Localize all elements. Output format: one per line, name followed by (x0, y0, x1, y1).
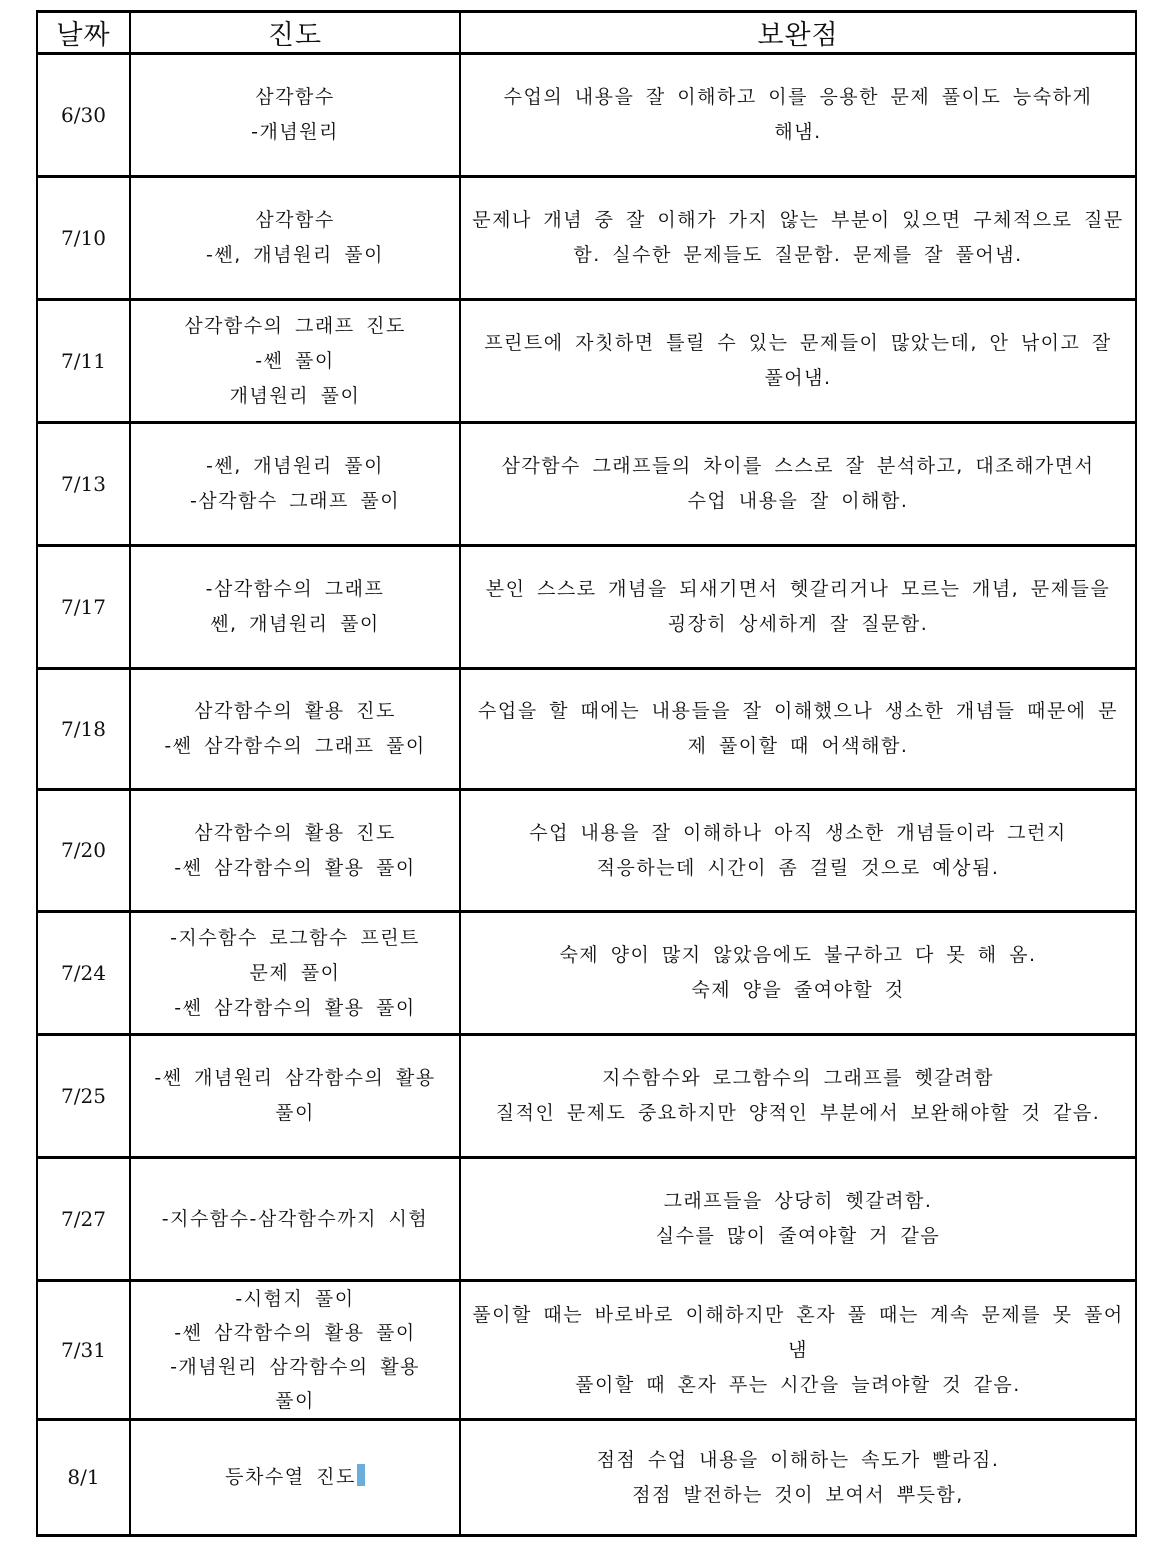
progress-line: -지수함수 로그함수 프린트 (170, 926, 420, 949)
cell-progress[interactable] (130, 546, 460, 669)
table-row (37, 669, 1136, 790)
progress-line: 삼각함수의 활용 진도 (194, 821, 396, 844)
cell-date[interactable]: 7/17 (37, 546, 130, 669)
notes-line: 삼각함수 그래프들의 차이를 스스로 잘 분석하고, 대조해가면서 수업 내용을 잘 이해함. (501, 455, 1095, 512)
cell-notes[interactable] (460, 1035, 1136, 1158)
progress-line: -쎈, 개념원리 풀이 (206, 244, 384, 266)
cell-date[interactable]: 7/11 (37, 300, 130, 423)
cell-progress[interactable] (130, 177, 460, 300)
table-row (37, 177, 1136, 300)
cell-date[interactable]: 7/31 (37, 1281, 130, 1420)
notes-line: 지수함수와 로그함수의 그래프를 헷갈려함 (602, 1067, 994, 1089)
cell-progress[interactable] (130, 300, 460, 423)
cell-progress[interactable] (130, 912, 460, 1035)
progress-line (141, 1460, 449, 1495)
progress-line: 문제 풀이 (249, 961, 341, 984)
cell-date[interactable]: 8/1 (37, 1420, 130, 1536)
cell-progress[interactable] (130, 1281, 460, 1420)
table-row (37, 1035, 1136, 1158)
progress-line: 풀이 (275, 1390, 315, 1412)
progress-line: 삼각함수 (255, 86, 335, 108)
progress-line: -쎈 개념원리 삼각함수의 활용 (154, 1067, 436, 1089)
cell-notes[interactable] (460, 669, 1136, 790)
progress-line: -지수함수-삼각함수까지 시험 (161, 1207, 429, 1230)
notes-line: 실수를 많이 줄여야할 거 같음 (655, 1225, 941, 1247)
progress-line: 쎈, 개념원리 풀이 (210, 613, 380, 635)
cell-notes[interactable] (460, 1158, 1136, 1281)
notes-line: 문제나 개념 중 잘 이해가 가지 않는 부분이 있으면 구체적으로 질문함. 실수한 문제들도 질문함. 문제를 잘 풀어냄. (472, 209, 1124, 266)
notes-line: 숙제 양을 줄여야할 것 (691, 979, 905, 1001)
notes-line: 숙제 양이 많지 않았음에도 불구하고 다 못 해 옴. (559, 944, 1037, 966)
cell-date[interactable]: 7/20 (37, 790, 130, 912)
cell-notes[interactable] (460, 790, 1136, 912)
cell-date[interactable]: 7/27 (37, 1158, 130, 1281)
notes-line: 점점 수업 내용을 이해하는 속도가 빨라짐. (596, 1448, 1000, 1471)
table-row (37, 54, 1136, 177)
cell-date[interactable]: 7/25 (37, 1035, 130, 1158)
cell-notes[interactable] (460, 1420, 1136, 1536)
notes-line: 질적인 문제도 중요하지만 양적인 부분에서 보완해야할 것 같음. (495, 1102, 1101, 1124)
table-row (37, 790, 1136, 912)
header-progress: 진도 (130, 12, 460, 54)
cell-notes[interactable] (460, 177, 1136, 300)
table-row (37, 300, 1136, 423)
cell-date[interactable]: 7/13 (37, 423, 130, 546)
notes-line: 적응하는데 시간이 좀 걸릴 것으로 예상됨. (596, 856, 1000, 879)
table-header-row (37, 12, 1136, 54)
table-row (37, 1281, 1136, 1420)
progress-line: 풀이 (275, 1102, 315, 1124)
notes-line: 수업 내용을 잘 이해하나 아직 생소한 개념들이라 그런지 (529, 821, 1067, 844)
cell-date[interactable]: 7/10 (37, 177, 130, 300)
progress-line: -삼각함수 그래프 풀이 (189, 490, 401, 512)
notes-line: 수업의 내용을 잘 이해하고 이를 응용한 문제 풀이도 능숙하게 해냄. (503, 86, 1093, 143)
progress-line: -쎈 삼각함수의 활용 풀이 (174, 856, 416, 879)
cell-notes[interactable] (460, 423, 1136, 546)
progress-line: 개념원리 풀이 (229, 384, 361, 407)
cell-progress[interactable] (130, 1158, 460, 1281)
cell-notes[interactable] (460, 54, 1136, 177)
cell-progress[interactable] (130, 1420, 460, 1536)
table-row (37, 1158, 1136, 1281)
text-cursor-icon (357, 1464, 365, 1486)
cell-notes[interactable] (460, 300, 1136, 423)
progress-line: -개념원리 (251, 121, 339, 143)
progress-line: 삼각함수의 그래프 진도 (184, 314, 406, 337)
progress-line: -삼각함수의 그래프 (205, 578, 385, 600)
cell-date[interactable]: 6/30 (37, 54, 130, 177)
cell-progress[interactable] (130, 790, 460, 912)
table-row (37, 1420, 1136, 1536)
cell-notes[interactable] (460, 1281, 1136, 1420)
progress-line: -쎈 삼각함수의 활용 풀이 (174, 1322, 416, 1344)
cell-notes[interactable] (460, 912, 1136, 1035)
notes-line: 프린트에 자칫하면 틀릴 수 있는 문제들이 많았는데, 안 낚이고 잘 풀어냄. (484, 332, 1112, 389)
progress-line: -개념원리 삼각함수의 활용 (170, 1356, 420, 1378)
notes-line: 풀이할 때 혼자 푸는 시간을 늘려야할 것 같음. (575, 1373, 1021, 1396)
table-row (37, 912, 1136, 1035)
cell-progress[interactable] (130, 669, 460, 790)
notes-line: 본인 스스로 개념을 되새기면서 헷갈리거나 모르는 개념, 문제들을 굉장히 상세하게 잘 질문함. (485, 578, 1111, 635)
progress-line: 삼각함수 (255, 209, 335, 231)
table-row (37, 546, 1136, 669)
table-row (37, 423, 1136, 546)
progress-line: -쎈 삼각함수의 활용 풀이 (174, 996, 416, 1019)
cell-date[interactable]: 7/18 (37, 669, 130, 790)
progress-line: -시험지 풀이 (235, 1288, 355, 1310)
cell-notes[interactable] (460, 546, 1136, 669)
cell-progress[interactable] (130, 54, 460, 177)
progress-line: -쎈 삼각함수의 그래프 풀이 (164, 735, 426, 757)
progress-line: -쎈 풀이 (255, 349, 335, 372)
lesson-progress-table (36, 10, 1137, 1537)
cell-date[interactable]: 7/24 (37, 912, 130, 1035)
cell-progress[interactable] (130, 1035, 460, 1158)
notes-line: 수업을 할 때에는 내용들을 잘 이해했으나 생소한 개념들 때문에 문제 풀이할 때 어색해함. (478, 700, 1118, 757)
header-date: 날짜 (37, 12, 130, 54)
notes-line: 그래프들을 상당히 헷갈려함. (663, 1190, 933, 1212)
notes-line: 풀이할 때는 바로바로 이해하지만 혼자 풀 때는 계속 문제를 못 풀어냄 (472, 1303, 1124, 1361)
header-notes: 보완점 (460, 12, 1136, 54)
progress-text: 등차수열 진도 (225, 1466, 356, 1488)
progress-line: 삼각함수의 활용 진도 (194, 700, 396, 722)
notes-line: 점점 발전하는 것이 보여서 뿌듯함, (632, 1483, 964, 1506)
progress-line: -쎈, 개념원리 풀이 (206, 455, 384, 477)
cell-progress[interactable] (130, 423, 460, 546)
document-page (36, 10, 1135, 1537)
